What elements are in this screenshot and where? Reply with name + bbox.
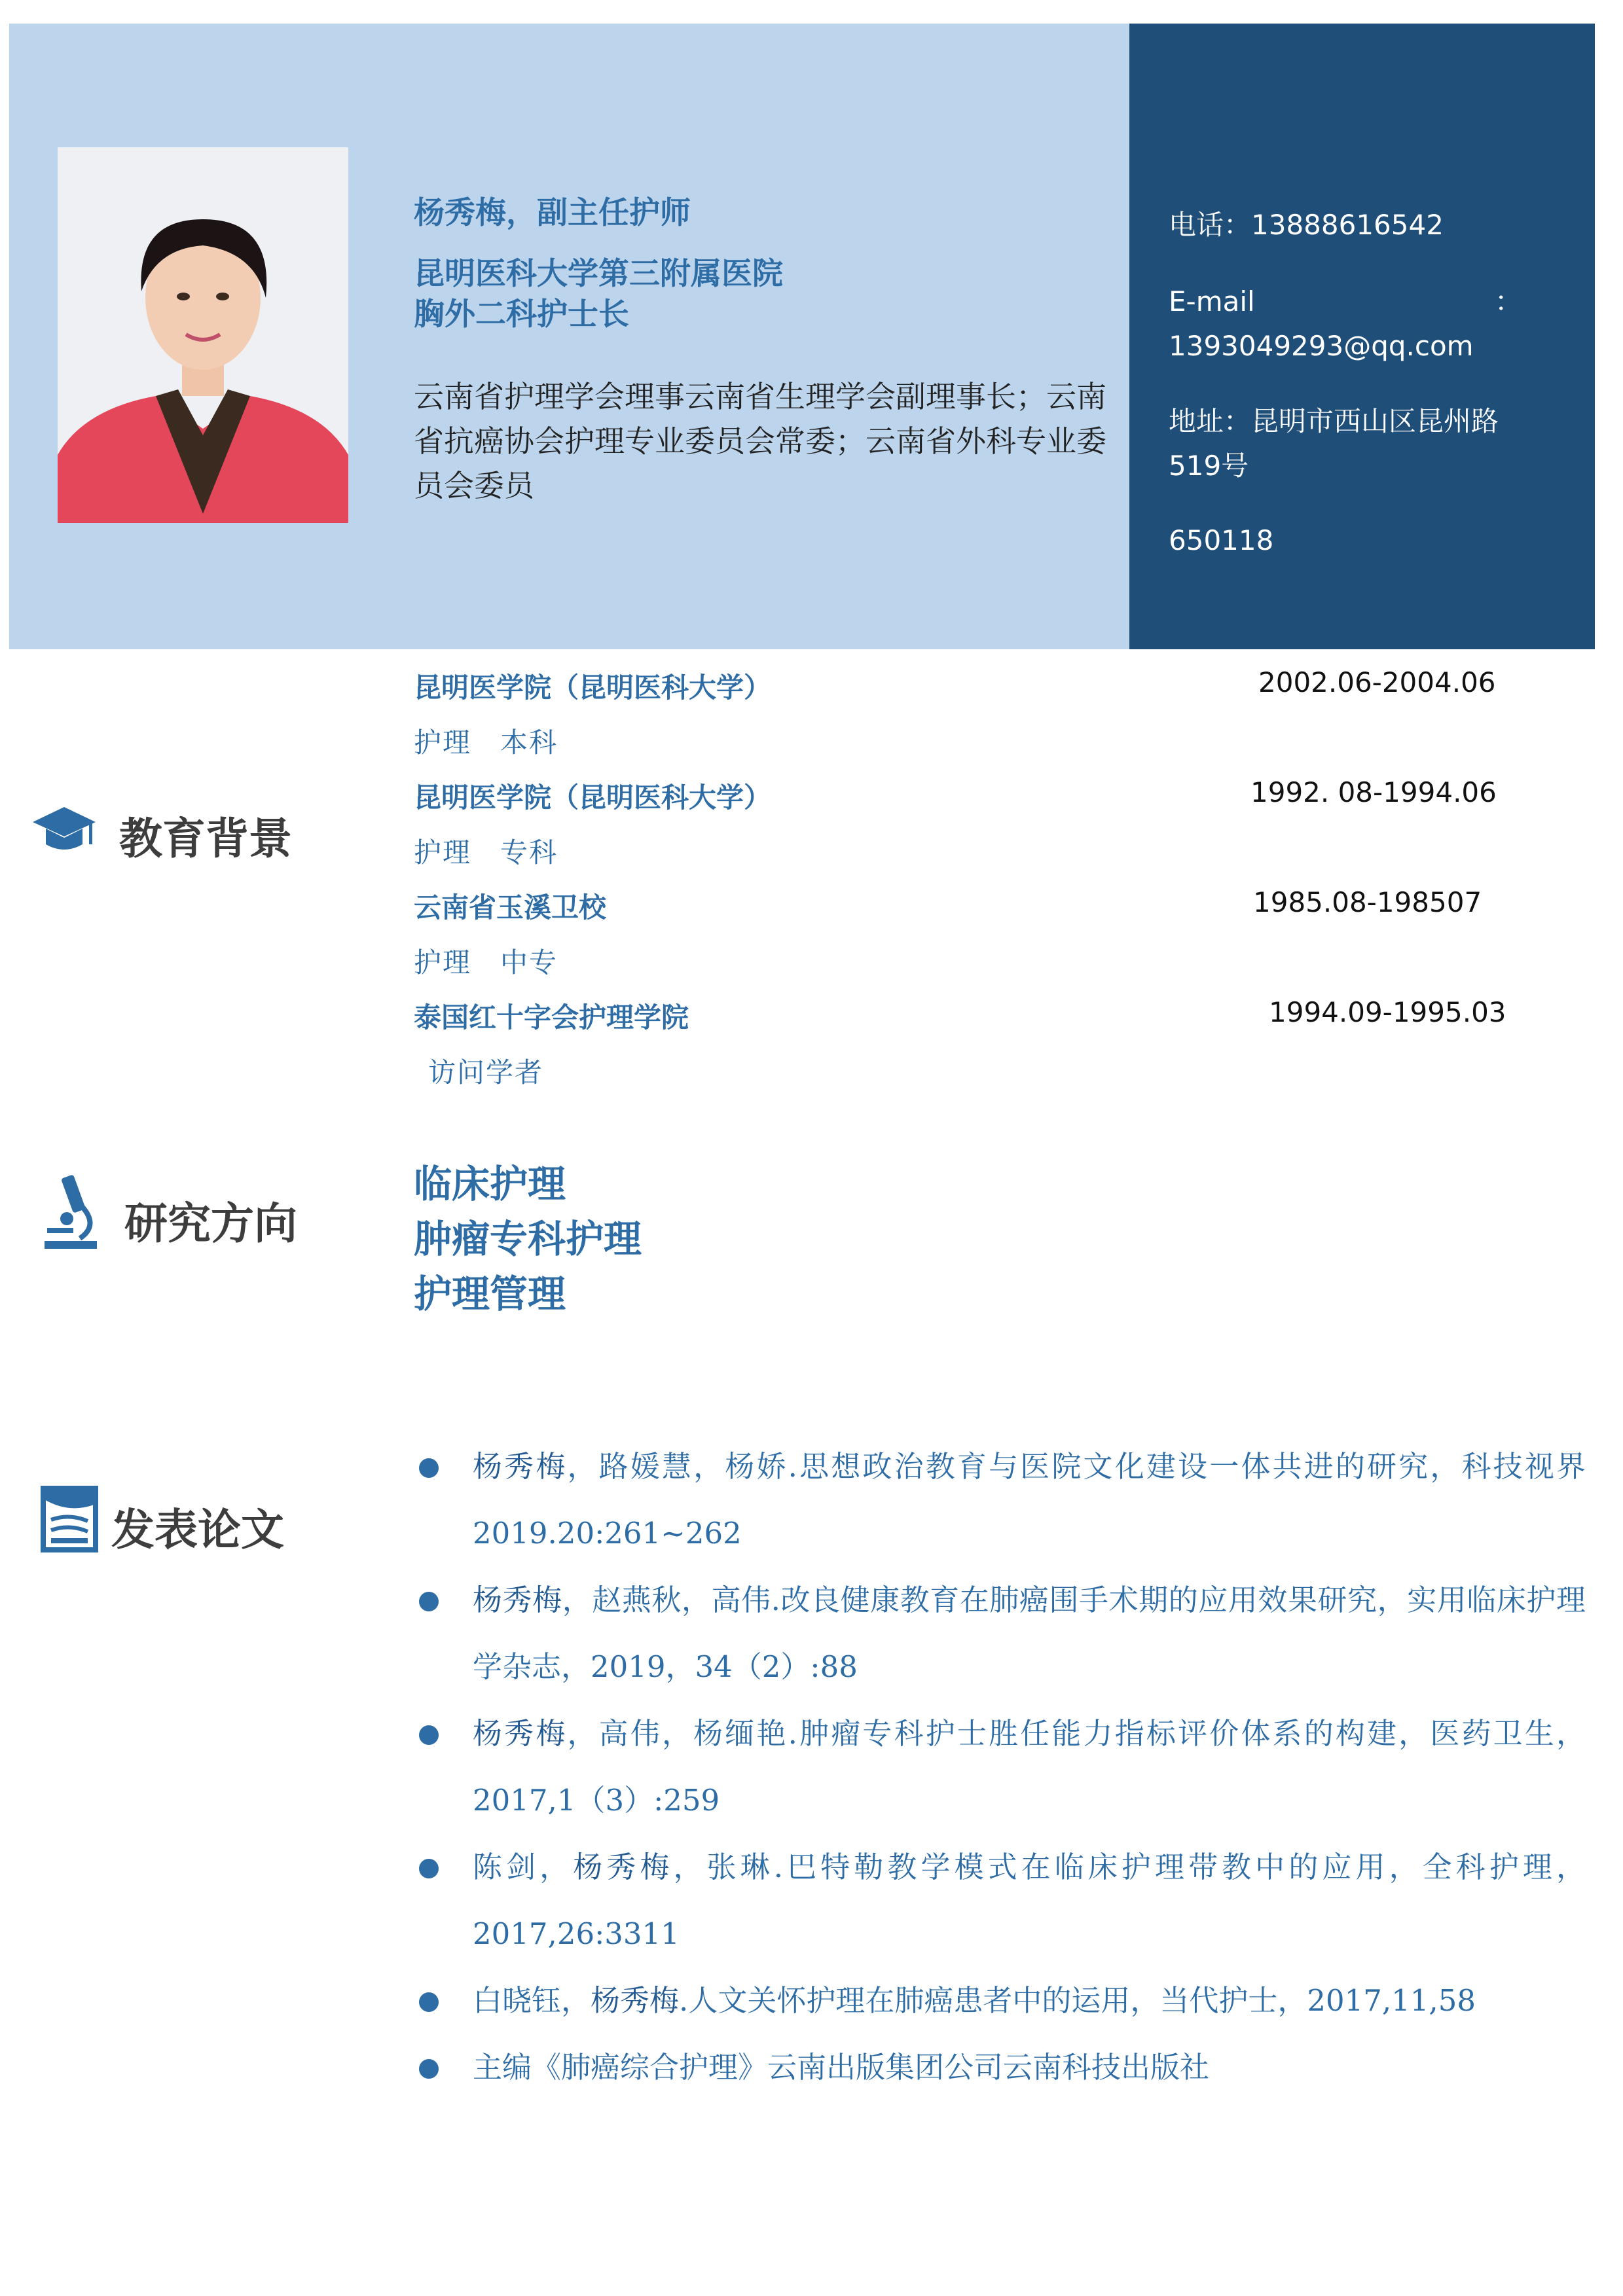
email-colon: ：: [1494, 285, 1522, 317]
microscope-icon: [41, 1173, 100, 1251]
hospital-info: [414, 254, 783, 335]
edu-detail-4: 访问学者: [428, 1056, 544, 1088]
research-item-3: 护理管理: [414, 1272, 566, 1316]
publication-item: 杨秀梅，路媛慧，杨娇.思想政治教育与医院文化建设一体共进的研究，科技视界2019.20:261~262: [414, 1433, 1586, 1567]
bullet-icon: [419, 1992, 439, 2012]
research-item-1: 临床护理: [414, 1162, 566, 1206]
phone-text: 电话：13888616542: [1169, 209, 1444, 241]
hospital-line-2: 胸外二科护士长: [414, 296, 629, 332]
edu-date-3: 1985.08-198507: [1253, 886, 1482, 918]
edu-date-2: 1992. 08-1994.06: [1250, 776, 1497, 808]
edu-date-1: 2002.06-2004.06: [1258, 666, 1496, 698]
bullet-icon: [419, 2059, 439, 2079]
edu-school-4: 泰国红十字会护理学院: [414, 1001, 689, 1033]
education-heading: 教育背景: [119, 814, 292, 864]
research-heading: 研究方向: [124, 1198, 297, 1249]
graduation-cap-icon: [31, 804, 97, 856]
publication-item: 杨秀梅，赵燕秋，高伟.改良健康教育在肺癌围手术期的应用效果研究，实用临床护理学杂志，2019，34（2）:88: [414, 1567, 1586, 1700]
edu-detail-3: 护理 中专: [414, 946, 558, 978]
edu-date-4: 1994.09-1995.03: [1269, 996, 1506, 1028]
publication-item: 主编《肺癌综合护理》云南出版集团公司云南科技出版社: [414, 2034, 1586, 2101]
bullet-icon: [419, 1458, 439, 1478]
publications-heading: 发表论文: [111, 1505, 284, 1555]
edu-school-2: 昆明医学院（昆明医科大学）: [414, 781, 772, 814]
postcode-text: 650118: [1169, 524, 1274, 556]
email-block: [1169, 279, 1522, 368]
email-label: E-mail: [1169, 285, 1255, 317]
bullet-icon: [419, 1859, 439, 1878]
publication-item: 杨秀梅，高伟，杨缅艳.肿瘤专科护士胜任能力指标评价体系的构建，医药卫生，2017,1（3）:259: [414, 1700, 1586, 1834]
document-icon: [39, 1484, 100, 1554]
edu-detail-1: 护理 本科: [414, 726, 558, 759]
name-title: 杨秀梅，副主任护师: [414, 195, 691, 231]
email-value[interactable]: 1393049293@qq.com: [1169, 330, 1474, 362]
profile-photo: [58, 147, 348, 523]
roles-text: 云南省护理学会理事云南省生理学会副理事长；云南省抗癌协会护理专业委员会常委；云南省外科专业委员会委员: [414, 379, 1106, 503]
publication-item: 陈剑，杨秀梅，张琳.巴特勒教学模式在临床护理带教中的应用，全科护理，2017,26:3311: [414, 1834, 1586, 1967]
hospital-line-1: 昆明医科大学第三附属医院: [414, 256, 783, 292]
publication-list: [414, 1433, 1586, 2101]
address-text: 地址：昆明市西山区昆州路519号: [1169, 405, 1499, 482]
publication-item: 白晓钰，杨秀梅.人文关怀护理在肺癌患者中的运用，当代护士，2017,11,58: [414, 1967, 1586, 2034]
research-item-2: 肿瘤专科护理: [414, 1217, 642, 1261]
edu-school-1: 昆明医学院（昆明医科大学）: [414, 672, 772, 704]
bullet-icon: [419, 1725, 439, 1745]
bullet-icon: [419, 1592, 439, 1611]
edu-school-3: 云南省玉溪卫校: [414, 891, 607, 924]
edu-detail-2: 护理 专科: [414, 836, 558, 869]
